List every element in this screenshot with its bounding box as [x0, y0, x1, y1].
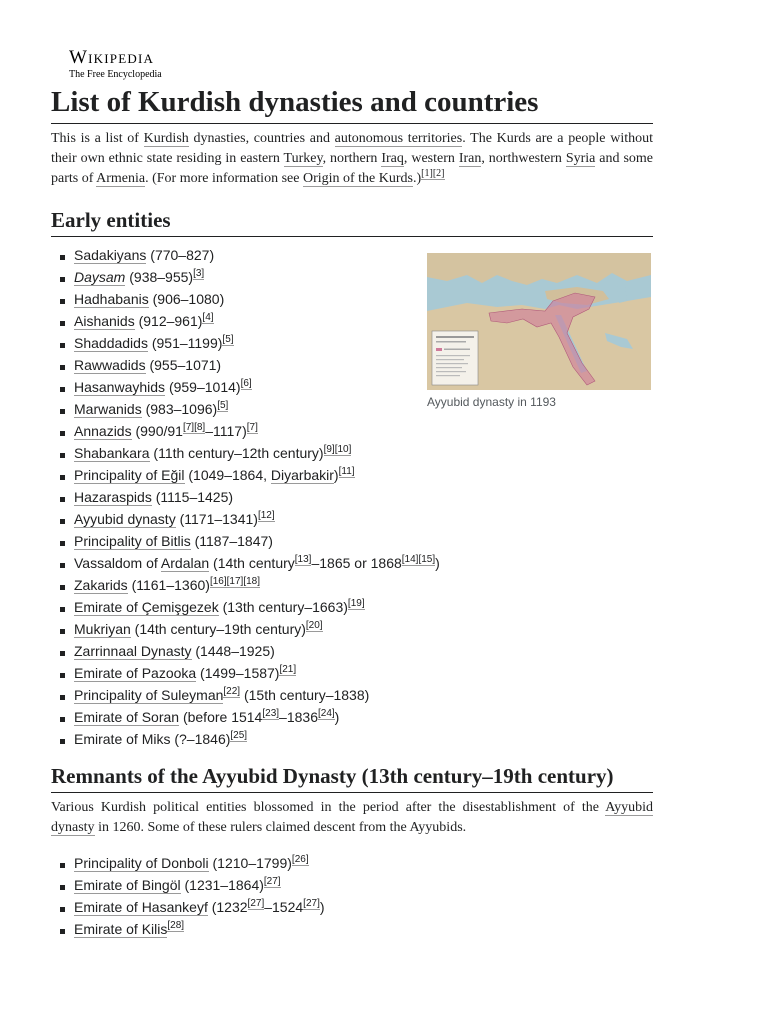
citation	[264, 876, 281, 888]
list-item	[51, 530, 421, 552]
citation	[247, 422, 258, 434]
citation	[227, 576, 244, 588]
item-text: )	[319, 899, 325, 915]
list-item	[51, 574, 421, 596]
entity-link[interactable]: Shabankara	[74, 445, 150, 461]
citation-link[interactable]: [18]	[243, 576, 260, 588]
link-iran[interactable]: Iran	[458, 151, 482, 166]
citation-link[interactable]: [9]	[323, 444, 335, 456]
citation-link[interactable]: [11]	[338, 466, 355, 478]
item-text: (906–1080)	[148, 291, 225, 307]
list-item	[51, 266, 421, 288]
citation-link[interactable]: [16]	[209, 576, 227, 588]
early-entities-list	[51, 244, 440, 750]
item-text: (1499–1587)	[196, 665, 280, 681]
intro-text: . The Kurds are a people without their own ethnic state residing in eastern	[51, 131, 653, 166]
item-text: –1117)	[205, 423, 247, 439]
entity-link[interactable]: Mukriyan	[74, 621, 131, 637]
link-autonomous-territories[interactable]: autonomous territories	[334, 131, 463, 146]
citation	[183, 422, 194, 434]
list-item	[51, 896, 421, 918]
citation-link[interactable]: [13]	[294, 554, 312, 566]
citation	[241, 378, 252, 390]
citation-link[interactable]: [5]	[217, 400, 229, 412]
entity-link[interactable]: Principality of Donboli	[74, 855, 209, 871]
list-item	[51, 662, 421, 684]
citation-link[interactable]: [5]	[222, 334, 234, 346]
item-text: (951–1199)	[147, 335, 223, 351]
list-item	[51, 918, 421, 940]
citation	[402, 554, 419, 566]
item-text: (14th century	[209, 555, 295, 571]
citation	[339, 466, 355, 478]
citation	[418, 554, 435, 566]
citation	[223, 686, 240, 698]
citation-link[interactable]: [24]	[317, 708, 335, 720]
intro-text: and some parts of	[51, 151, 654, 186]
citation	[167, 920, 184, 932]
citation-link[interactable]: [22]	[223, 686, 241, 698]
list-item	[51, 464, 421, 486]
entity-link[interactable]: Hasanwayhids	[74, 379, 166, 395]
item-text: –1836	[279, 709, 318, 725]
entity-link[interactable]: Emirate of Pazooka	[74, 665, 197, 681]
citation	[306, 620, 323, 632]
citation-link[interactable]: [28]	[167, 920, 185, 932]
item-text: )	[435, 555, 440, 571]
intro-text: . (For more information see	[145, 171, 303, 186]
citation-link[interactable]: [7]	[182, 422, 195, 434]
list-item	[51, 244, 421, 266]
citation	[324, 444, 335, 456]
intro-text: This is a list of	[51, 131, 144, 146]
figure-ayyubid-map[interactable]	[427, 253, 651, 410]
intro-text: .)	[413, 171, 422, 186]
item-text: (938–955)	[125, 269, 194, 285]
link-kurdish[interactable]: Kurdish	[143, 131, 189, 146]
list-item	[51, 288, 421, 310]
item-text: (1049–1864,	[184, 467, 271, 483]
entity-link[interactable]: Emirate of Bingöl	[74, 877, 181, 893]
item-text: (11th century–12th century)	[149, 445, 324, 461]
item-text: –1865 or 1868	[311, 555, 402, 571]
map-image[interactable]	[427, 253, 651, 390]
link-iraq[interactable]: Iraq	[381, 151, 404, 166]
intro-text: , northern	[322, 151, 382, 166]
entity-link[interactable]: Principality of Bitlis	[74, 533, 191, 549]
citation	[217, 400, 228, 412]
intro-text: , western	[403, 151, 459, 166]
link-armenia[interactable]: Armenia	[96, 171, 146, 186]
entity-link[interactable]: Emirate of Soran	[74, 709, 180, 725]
item-text: (990/91	[131, 423, 183, 439]
citation-link[interactable]: [19]	[347, 598, 365, 610]
item-text: Emirate of Miks (?–1846)	[74, 731, 231, 747]
citation-link[interactable]: [27]	[247, 898, 265, 910]
entity-link[interactable]: Hadhabanis	[74, 291, 149, 307]
entity-link[interactable]: Ayyubid dynasty	[74, 511, 176, 527]
paragraph-text: Various Kurdish political entities blossomed in the period after the disestablishment of the	[51, 800, 606, 815]
entity-link[interactable]: Zarrinnaal Dynasty	[74, 643, 192, 659]
item-text: –1524	[264, 899, 304, 915]
citation	[279, 664, 296, 676]
wikipedia-logo[interactable]	[69, 48, 162, 81]
item-text: (770–827)	[146, 247, 215, 263]
citation	[262, 708, 279, 720]
item-text: )	[334, 709, 340, 725]
citation-link[interactable]: [10]	[334, 444, 352, 456]
list-item	[51, 442, 421, 464]
list-item	[51, 486, 421, 508]
list-item	[51, 618, 421, 640]
citation-link[interactable]: [1]	[421, 168, 433, 180]
item-text: (13th century–1663)	[218, 599, 348, 615]
list-item	[51, 376, 421, 398]
citation-link[interactable]: [17]	[226, 576, 244, 588]
item-text: (1231–1864)	[180, 877, 264, 893]
citation	[335, 444, 352, 456]
citation-link[interactable]: [25]	[230, 730, 248, 742]
entity-link[interactable]: Hazaraspids	[74, 489, 152, 505]
entity-link[interactable]: Marwanids	[74, 401, 142, 417]
list-item	[51, 398, 421, 420]
citation-link[interactable]: [20]	[305, 620, 323, 632]
link-origin-of-the-kurds[interactable]: Origin of the Kurds	[302, 171, 413, 186]
item-text: (955–1071)	[145, 357, 222, 373]
item-text: (1161–1360)	[127, 577, 210, 593]
list-item	[51, 552, 440, 574]
item-text: (1210–1799)	[208, 855, 292, 871]
citation	[194, 422, 205, 434]
entity-link[interactable]: Shaddadids	[74, 335, 148, 351]
citation-link[interactable]: [23]	[262, 708, 280, 720]
citation	[243, 576, 260, 588]
citation	[348, 598, 365, 610]
entity-link[interactable]: Emirate of Çemişgezek	[74, 599, 219, 615]
citation-link[interactable]: [26]	[291, 854, 309, 866]
paragraph-text: in 1260. Some of these rulers claimed descent from the Ayyubids.	[94, 820, 467, 835]
remnants-list	[51, 852, 421, 940]
remnants-paragraph	[51, 798, 653, 838]
entity-link[interactable]: Ardalan	[160, 555, 210, 571]
list-item	[51, 508, 421, 530]
list-item	[51, 728, 421, 750]
citation-link[interactable]: [27]	[263, 876, 281, 888]
citation	[230, 730, 247, 742]
entity-link[interactable]: Rawwadids	[74, 357, 146, 373]
citation-link[interactable]: [6]	[240, 378, 252, 390]
page-title: List of Kurdish dynasties and countries	[51, 84, 653, 124]
citation	[303, 898, 320, 910]
citation	[292, 854, 309, 866]
citation	[318, 708, 335, 720]
citation	[193, 268, 204, 280]
item-text: (1171–1341)	[175, 511, 258, 527]
entity-link[interactable]: Aishanids	[74, 313, 135, 329]
item-text: )	[333, 467, 339, 483]
list-item	[51, 706, 421, 728]
list-item	[51, 596, 421, 618]
link-syria[interactable]: Syria	[565, 151, 596, 166]
figure-caption: Ayyubid dynasty in 1193	[427, 395, 556, 409]
entity-link[interactable]: Emirate of Kilis	[74, 921, 168, 937]
intro-text: dynasties, countries and	[188, 131, 335, 146]
logo-wordmark: Wikipedia	[69, 47, 155, 68]
citation-link[interactable]: [15]	[418, 554, 436, 566]
citation-link[interactable]: [4]	[202, 312, 214, 324]
citation-link[interactable]: [14]	[401, 554, 419, 566]
citation-link[interactable]: [7]	[246, 422, 258, 434]
citation	[202, 312, 213, 324]
list-item	[51, 354, 421, 376]
entity-link[interactable]: Diyarbakir	[270, 467, 334, 483]
section-heading-early-entities: Early entities	[51, 207, 653, 237]
intro-paragraph	[51, 129, 653, 189]
list-item	[51, 640, 421, 662]
citation-link[interactable]: [8]	[194, 422, 206, 434]
item-text: (15th century–1838)	[240, 687, 370, 703]
citation	[222, 334, 233, 346]
link-ayyubid-dynasty[interactable]: Ayyubid dynasty	[51, 800, 653, 835]
citation-link[interactable]: [12]	[257, 510, 275, 522]
citation-link[interactable]: [3]	[193, 268, 205, 280]
citation	[210, 576, 227, 588]
item-text: (983–1096)	[141, 401, 218, 417]
item-text: (1232	[207, 899, 248, 915]
list-item	[51, 852, 421, 874]
item-text: (912–961)	[134, 313, 203, 329]
item-text: (before 1514	[179, 709, 263, 725]
item-text: (959–1014)	[165, 379, 241, 395]
citation-link[interactable]: [21]	[279, 664, 297, 676]
item-text: (1187–1847)	[190, 533, 273, 549]
entity-link[interactable]: Emirate of Hasankeyf	[74, 899, 208, 915]
citation	[248, 898, 265, 910]
list-item	[51, 310, 421, 332]
item-text: (1115–1425)	[151, 489, 234, 505]
item-text: (14th century–19th century)	[130, 621, 306, 637]
item-text: Vassaldom of	[74, 555, 161, 571]
intro-text: , northwestern	[481, 151, 566, 166]
link-turkey[interactable]: Turkey	[283, 151, 323, 166]
entity-link[interactable]: Principality of Eğil	[74, 467, 185, 483]
citation	[295, 554, 312, 566]
list-item	[51, 684, 421, 706]
citation-link[interactable]: [27]	[303, 898, 320, 910]
list-item	[51, 874, 421, 896]
entity-link[interactable]: Zakarids	[74, 577, 128, 593]
item-text: (1448–1925)	[191, 643, 275, 659]
citation	[258, 510, 275, 522]
entity-link[interactable]: Annazids	[74, 423, 132, 439]
list-item	[51, 420, 421, 442]
list-item	[51, 332, 421, 354]
citation-link[interactable]: [2]	[432, 168, 445, 180]
logo-tagline: The Free Encyclopedia	[69, 69, 162, 80]
section-heading-remnants: Remnants of the Ayyubid Dynasty (13th century–19th century)	[51, 763, 653, 793]
entity-link[interactable]: Daysam	[74, 269, 126, 285]
entity-link[interactable]: Principality of Suleyman	[74, 687, 224, 703]
entity-link[interactable]: Sadakiyans	[74, 247, 147, 263]
